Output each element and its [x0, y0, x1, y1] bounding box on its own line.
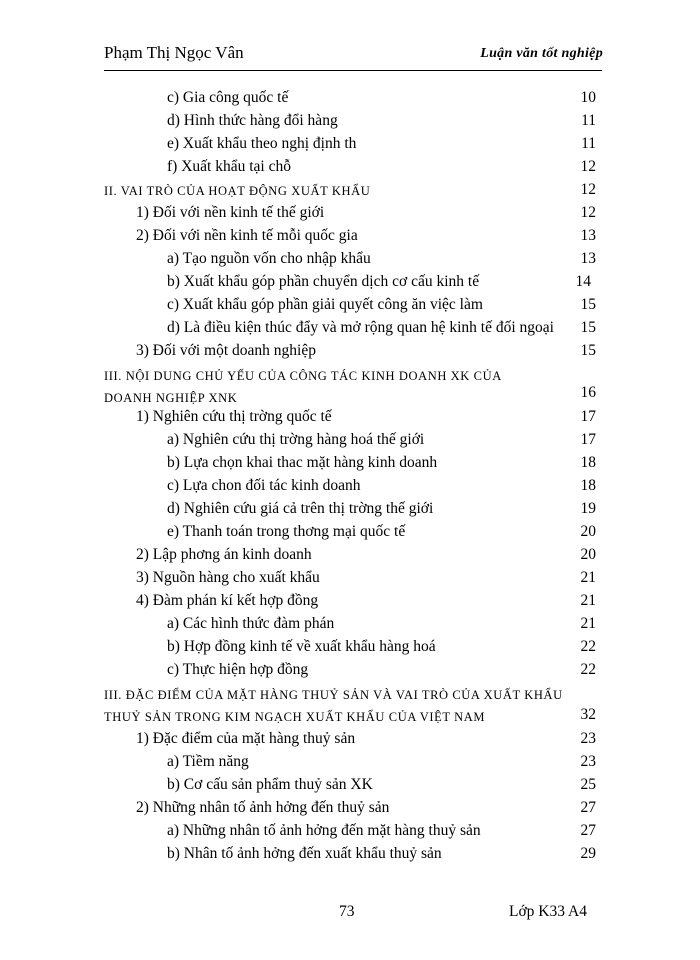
toc-entry-page: 12: [580, 158, 596, 175]
footer-page-number: 73: [339, 903, 355, 920]
toc-entry-text: a) Tạo nguồn vốn cho nhập khẩu: [167, 250, 371, 267]
toc-entry-text: b) Xuất khẩu góp phần chuyển dịch cơ cấu kinh tế: [167, 273, 480, 290]
toc-entry-text: 2) Lập phơng án kinh doanh: [136, 546, 312, 563]
toc-entry-text: 2) Đối với nền kinh tế mỗi quốc gia: [136, 227, 358, 244]
toc-entry-text: e) Xuất khẩu theo nghị định th: [167, 135, 357, 152]
toc-section-heading: THUỶ SẢN TRONG KIM NGẠCH XUẤT KHẨU CỦA VIỆT NAM: [104, 710, 486, 724]
toc-entry-text: b) Nhân tố ảnh hởng đến xuất khẩu thuỷ sản: [167, 845, 442, 862]
toc-entry-text: d) Là điều kiện thúc đẩy và mở rộng quan hệ kinh tế đối ngoại: [167, 319, 554, 336]
toc-entry-page: 29: [580, 845, 596, 862]
toc-entry-page: 17: [580, 408, 596, 425]
toc-entry-text: b) Hợp đồng kinh tế về xuất khẩu hàng hoá: [167, 638, 436, 655]
toc-entry-text: d) Nghiên cứu giá cả trên thị trờng thế giới: [167, 500, 434, 517]
toc-entry-page: 21: [580, 569, 596, 586]
toc-entry-page: 11: [581, 135, 596, 152]
toc-entry-page: 17: [580, 431, 596, 448]
toc-entry-page: 19: [580, 500, 596, 517]
toc-entry-page: 15: [580, 319, 596, 336]
toc-entry-page: 18: [580, 477, 596, 494]
toc-entry-text: c) Gia công quốc tế: [167, 89, 289, 106]
toc-section-heading: III. NỘI DUNG CHỦ YẾU CỦA CÔNG TÁC KINH DOANH XK CỦA: [104, 369, 502, 383]
toc-entry-text: c) Lựa chon đối tác kinh doanh: [167, 477, 361, 494]
toc-entry-text: 1) Đối với nền kinh tế thế giới: [136, 204, 325, 221]
toc-section-heading: III. ĐẶC ĐIỂM CỦA MẶT HÀNG THUỶ SẢN VÀ VAI TRÒ CỦA XUẤT KHẨU: [104, 688, 563, 702]
toc-entry-text: b) Cơ cấu sản phẩm thuỷ sản XK: [167, 776, 373, 793]
toc-entry-page: 23: [580, 753, 596, 770]
toc-entry-text: 1) Đặc điểm của mặt hàng thuỷ sản: [136, 730, 356, 747]
toc-entry-text: a) Tiềm năng: [167, 753, 249, 770]
toc-entry-text: e) Thanh toán trong thơng mại quốc tế: [167, 523, 406, 540]
toc-entry-text: b) Lựa chọn khai thac mặt hàng kinh doanh: [167, 454, 438, 471]
toc-entry-page: 18: [580, 454, 596, 471]
toc-entry-page: 32: [580, 706, 596, 723]
toc-entry-page: 25: [580, 776, 596, 793]
toc-entry-text: d) Hình thức hàng đổi hàng: [167, 112, 338, 129]
toc-entry-text: a) Các hình thức đàm phán: [167, 615, 335, 632]
toc-entry-page: 22: [580, 638, 596, 655]
toc-entry-page: 22: [580, 661, 596, 678]
toc-entry-text: 2) Những nhân tố ảnh hởng đến thuỷ sản: [136, 799, 390, 816]
toc-entry-page: 13: [580, 250, 596, 267]
toc-entry-text: 3) Đối với một doanh nghiệp: [136, 342, 316, 359]
header-divider: [104, 70, 602, 71]
toc-entry-text: 3) Nguồn hàng cho xuất khẩu: [136, 569, 320, 586]
toc-entry-text: a) Nghiên cứu thị trờng hàng hoá thế giới: [167, 431, 425, 448]
toc-entry-page: 27: [580, 822, 596, 839]
toc-section-heading: II. VAI TRÒ CỦA HOẠT ĐỘNG XUẤT KHẨU: [104, 184, 371, 198]
toc-entry-page: 11: [581, 112, 596, 129]
toc-entry-text: 1) Nghiên cứu thị trờng quốc tế: [136, 408, 332, 425]
toc-entry-page: 12: [580, 204, 596, 221]
toc-entry-text: 4) Đàm phán kí kết hợp đồng: [136, 592, 319, 609]
toc-entry-page: 21: [580, 592, 596, 609]
toc-entry-text: c) Thực hiện hợp đồng: [167, 661, 309, 678]
toc-entry-page: 23: [580, 730, 596, 747]
toc-entry-text: c) Xuất khẩu góp phần giải quyết công ăn việc làm: [167, 296, 483, 313]
toc-entry-page: 20: [580, 523, 596, 540]
footer-class-label: Lớp K33 A4: [509, 903, 587, 920]
toc-entry-text: f) Xuất khẩu tại chỗ: [167, 158, 291, 175]
toc-entry-page: 14: [575, 273, 591, 290]
toc-entry-page: 15: [580, 296, 596, 313]
header-author: Phạm Thị Ngọc Vân: [104, 43, 244, 62]
toc-entry-page: 16: [580, 384, 596, 401]
toc-entry-page: 20: [580, 546, 596, 563]
toc-entry-page: 12: [580, 181, 596, 198]
header-title: Luận văn tốt nghiệp: [480, 46, 603, 61]
toc-entry-page: 21: [580, 615, 596, 632]
toc-entry-page: 27: [580, 799, 596, 816]
toc-entry-text: a) Những nhân tố ảnh hởng đến mặt hàng thuỷ sản: [167, 822, 481, 839]
toc-section-heading: DOANH NGHIỆP XNK: [104, 391, 238, 405]
toc-entry-page: 13: [580, 227, 596, 244]
toc-entry-page: 10: [580, 89, 596, 106]
toc-entry-page: 15: [580, 342, 596, 359]
